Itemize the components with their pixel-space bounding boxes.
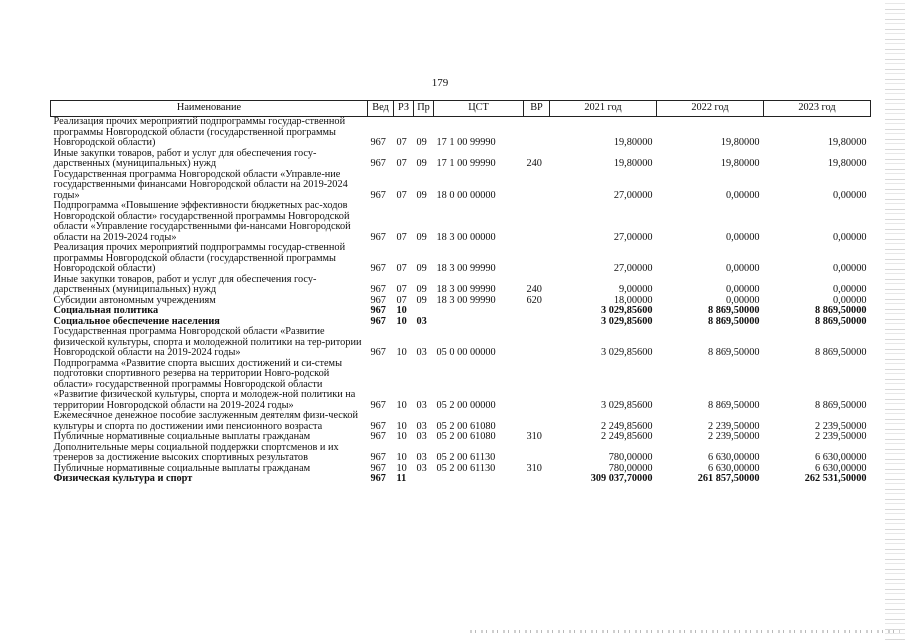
cell-pr: 03 — [416, 347, 427, 358]
cell-cst: 18 0 00 00000 — [436, 189, 496, 201]
cell-2023: 2 239,50000 — [815, 420, 867, 432]
table-header-row — [51, 101, 871, 117]
cell-2023: 19,80000 — [827, 158, 867, 169]
cell-2021: 3 029,85600 — [601, 305, 653, 316]
cell-2022: 2 239,50000 — [708, 431, 760, 442]
cell-2022: 0,00000 — [726, 284, 760, 295]
cell-2022: 0,00000 — [726, 263, 760, 274]
cell-name: Реализация прочих мероприятий подпрограммы государ-ственной программы Новгородской области (государственной программы Новгородской области) — [53, 242, 346, 274]
cell-2021: 3 029,85600 — [601, 399, 653, 411]
table-row — [51, 243, 871, 275]
table-row — [51, 306, 871, 317]
cell-ved: 967 — [370, 315, 386, 327]
page-number: 179 — [431, 77, 449, 89]
cell-2021: 780,00000 — [608, 452, 653, 463]
cell-cst: 05 2 00 61130 — [436, 462, 496, 474]
cell-cst: 18 3 00 99990 — [436, 294, 496, 306]
cell-pr — [414, 474, 434, 485]
cell-2023: 19,80000 — [827, 137, 867, 148]
cell-2022: 2 239,50000 — [708, 420, 760, 432]
cell-pr: 09 — [416, 189, 427, 201]
cell-2022: 0,00000 — [726, 294, 760, 306]
table-row — [51, 275, 871, 296]
cell-cst — [434, 317, 524, 328]
cell-rz: 07 — [396, 284, 407, 295]
cell-name: Дополнительные меры социальной поддержки спортсменов и их тренеров за достижение высоких спортивных результатов — [53, 441, 339, 463]
header-pr: Пр — [414, 101, 434, 117]
header-2021: 2021 год — [550, 101, 657, 117]
cell-2021: 780,00000 — [608, 462, 653, 474]
cell-name: Государственная программа Новгородской области «Управле-ние государственными финансами Новгородской области на 2019-2024 годы» — [53, 168, 348, 201]
cell-cst: 05 2 00 61130 — [436, 452, 496, 463]
budget-table — [50, 100, 871, 485]
cell-2023: 6 630,00000 — [815, 462, 867, 474]
cell-ved: 967 — [370, 452, 386, 463]
table-row — [51, 149, 871, 170]
header-vr: ВР — [524, 101, 550, 117]
cell-pr: 03 — [416, 462, 427, 474]
table-row — [51, 170, 871, 202]
cell-2021: 19,80000 — [613, 137, 653, 148]
cell-pr: 03 — [416, 315, 427, 327]
cell-name: Государственная программа Новгородской области «Развитие физической культуры, спорта и молодежной политики на тер-ритории Новгородской области на 2019-2024 годы» — [53, 326, 362, 358]
cell-rz: 07 — [396, 231, 407, 243]
cell-ved: 967 — [370, 305, 386, 316]
cell-2023: 2 239,50000 — [815, 431, 867, 442]
cell-name: Публичные нормативные социальные выплаты гражданам — [53, 431, 311, 442]
table-row — [51, 432, 871, 443]
cell-2023: 262 531,50000 — [804, 473, 867, 484]
cell-2022: 8 869,50000 — [708, 305, 760, 316]
cell-rz: 07 — [396, 294, 407, 306]
cell-name: Ежемесячное денежное пособие заслуженным деятелям физи-ческой культуры и спорта по достижении ими пенсионного возраста — [53, 410, 358, 432]
cell-ved: 967 — [370, 137, 386, 148]
cell-2023: 0,00000 — [833, 284, 867, 295]
cell-vr — [524, 317, 550, 328]
cell-vr — [524, 170, 550, 202]
cell-name: Подпрограмма «Развитие спорта высших достижений и си-стемы подготовки спортивного резерва на территории Новго-родской области» государственной программы Новгородской области «Развитие физической культуры, спорта и молодеж-ной политики на территории Новгородской области на 2019-2024 годы» — [53, 357, 356, 411]
cell-rz: 10 — [396, 420, 407, 432]
cell-vr — [524, 443, 550, 464]
cell-pr: 09 — [416, 263, 427, 274]
cell-cst: 17 1 00 99990 — [436, 137, 496, 148]
cell-pr: 03 — [416, 420, 427, 432]
cell-rz: 11 — [396, 473, 407, 484]
cell-2023: 0,00000 — [833, 263, 867, 274]
cell-name: Публичные нормативные социальные выплаты гражданам — [53, 462, 311, 474]
cell-2022: 6 630,00000 — [708, 452, 760, 463]
cell-2023: 6 630,00000 — [815, 452, 867, 463]
header-2023: 2023 год — [764, 101, 871, 117]
table-row — [51, 411, 871, 432]
table-row — [51, 359, 871, 412]
cell-ved: 967 — [370, 158, 386, 169]
cell-cst: 18 3 00 00000 — [436, 231, 496, 243]
cell-ved: 967 — [370, 431, 386, 442]
cell-name: Субсидии автономным учреждениям — [53, 294, 216, 306]
cell-vr — [524, 243, 550, 275]
cell-2021: 19,80000 — [613, 158, 653, 169]
cell-vr — [524, 359, 550, 412]
cell-cst — [434, 306, 524, 317]
header-cst: ЦСТ — [434, 101, 524, 117]
cell-ved: 967 — [370, 399, 386, 411]
cell-name: Иные закупки товаров, работ и услуг для обеспечения госу-дарственных (муниципальных) нужд — [53, 147, 317, 169]
cell-2023: 8 869,50000 — [815, 347, 867, 358]
cell-2022: 261 857,50000 — [697, 473, 760, 484]
cell-rz: 07 — [396, 263, 407, 274]
cell-cst: 05 2 00 61080 — [436, 420, 496, 432]
cell-ved: 967 — [370, 473, 386, 484]
cell-2021: 2 249,85600 — [601, 431, 653, 442]
cell-rz: 10 — [396, 452, 407, 463]
cell-rz: 10 — [396, 399, 407, 411]
cell-2023: 0,00000 — [833, 189, 867, 201]
cell-2021: 9,00000 — [619, 284, 653, 295]
scan-noise-artifact — [470, 630, 900, 633]
cell-pr: 09 — [416, 231, 427, 243]
cell-2022: 0,00000 — [726, 189, 760, 201]
cell-2022: 8 869,50000 — [708, 347, 760, 358]
cell-pr: 09 — [416, 284, 427, 295]
cell-2021: 3 029,85600 — [601, 347, 653, 358]
header-name: Наименование — [51, 101, 368, 117]
cell-cst: 18 3 00 99990 — [436, 263, 496, 274]
cell-cst: 18 3 00 99990 — [436, 284, 496, 295]
cell-ved: 967 — [370, 347, 386, 358]
scan-edge-artifact — [885, 0, 905, 640]
cell-rz: 07 — [396, 137, 407, 148]
cell-cst: 05 2 00 00000 — [436, 399, 496, 411]
cell-rz: 07 — [396, 189, 407, 201]
cell-ved: 967 — [370, 284, 386, 295]
cell-2021: 3 029,85600 — [601, 315, 653, 327]
cell-vr: 310 — [526, 462, 542, 474]
cell-rz: 10 — [396, 347, 407, 358]
header-ved: Вед — [368, 101, 394, 117]
cell-pr: 09 — [416, 294, 427, 306]
cell-pr: 03 — [416, 431, 427, 442]
cell-2023: 0,00000 — [833, 294, 867, 306]
cell-cst: 05 0 00 00000 — [436, 347, 496, 358]
cell-name: Социальное обеспечение населения — [53, 315, 220, 327]
cell-vr — [524, 306, 550, 317]
cell-cst — [434, 474, 524, 485]
cell-2022: 6 630,00000 — [708, 462, 760, 474]
cell-2022: 19,80000 — [720, 158, 760, 169]
cell-ved: 967 — [370, 231, 386, 243]
cell-2021: 27,00000 — [613, 231, 653, 243]
header-rz: РЗ — [394, 101, 414, 117]
cell-name: Подпрограмма «Повышение эффективности бюджетных рас-ходов Новгородской области» государственной программы Новгородской области «Управление государственными фи-нансами Новгородской области на 2019-2024 годы» — [53, 200, 351, 243]
cell-2023: 0,00000 — [833, 231, 867, 243]
cell-rz: 07 — [396, 158, 407, 169]
cell-vr: 240 — [526, 284, 542, 295]
cell-vr — [524, 411, 550, 432]
header-2022: 2022 год — [657, 101, 764, 117]
cell-2022: 8 869,50000 — [708, 399, 760, 411]
cell-vr: 620 — [526, 294, 542, 306]
cell-name: Физическая культура и спорт — [53, 473, 193, 484]
cell-2022: 19,80000 — [720, 137, 760, 148]
cell-vr: 310 — [526, 431, 542, 442]
cell-2022: 8 869,50000 — [708, 315, 760, 327]
cell-rz: 10 — [396, 315, 407, 327]
cell-vr — [524, 327, 550, 359]
cell-cst: 17 1 00 99990 — [436, 158, 496, 169]
cell-2021: 18,00000 — [613, 294, 653, 306]
cell-rz: 10 — [396, 305, 407, 316]
table-row — [51, 443, 871, 464]
cell-2023: 8 869,50000 — [815, 399, 867, 411]
cell-2023: 8 869,50000 — [815, 305, 867, 316]
cell-name: Иные закупки товаров, работ и услуг для обеспечения госу-дарственных (муниципальных) нужд — [53, 273, 317, 295]
cell-rz: 10 — [396, 431, 407, 442]
table-row — [51, 201, 871, 243]
table-row — [51, 117, 871, 149]
cell-pr — [414, 306, 434, 317]
table-row — [51, 327, 871, 359]
cell-vr — [524, 117, 550, 149]
cell-pr: 03 — [416, 399, 427, 411]
cell-cst: 05 2 00 61080 — [436, 431, 496, 442]
cell-rz: 10 — [396, 462, 407, 474]
cell-2021: 2 249,85600 — [601, 420, 653, 432]
table-row — [51, 474, 871, 485]
cell-name: Социальная политика — [53, 305, 159, 316]
cell-vr — [524, 201, 550, 243]
cell-name: Реализация прочих мероприятий подпрограммы государ-ственной программы Новгородской области (государственной программы Новгородской области) — [53, 116, 346, 148]
cell-2022: 0,00000 — [726, 231, 760, 243]
cell-2023: 8 869,50000 — [815, 315, 867, 327]
cell-ved: 967 — [370, 462, 386, 474]
cell-vr: 240 — [526, 158, 542, 169]
cell-ved: 967 — [370, 189, 386, 201]
cell-pr: 03 — [416, 452, 427, 463]
cell-vr — [524, 474, 550, 485]
cell-pr: 09 — [416, 137, 427, 148]
cell-ved: 967 — [370, 294, 386, 306]
cell-2021: 309 037,70000 — [590, 473, 653, 484]
table-body — [51, 117, 871, 485]
cell-pr: 09 — [416, 158, 427, 169]
cell-2021: 27,00000 — [613, 263, 653, 274]
cell-ved: 967 — [370, 263, 386, 274]
cell-ved: 967 — [370, 420, 386, 432]
cell-2021: 27,00000 — [613, 189, 653, 201]
